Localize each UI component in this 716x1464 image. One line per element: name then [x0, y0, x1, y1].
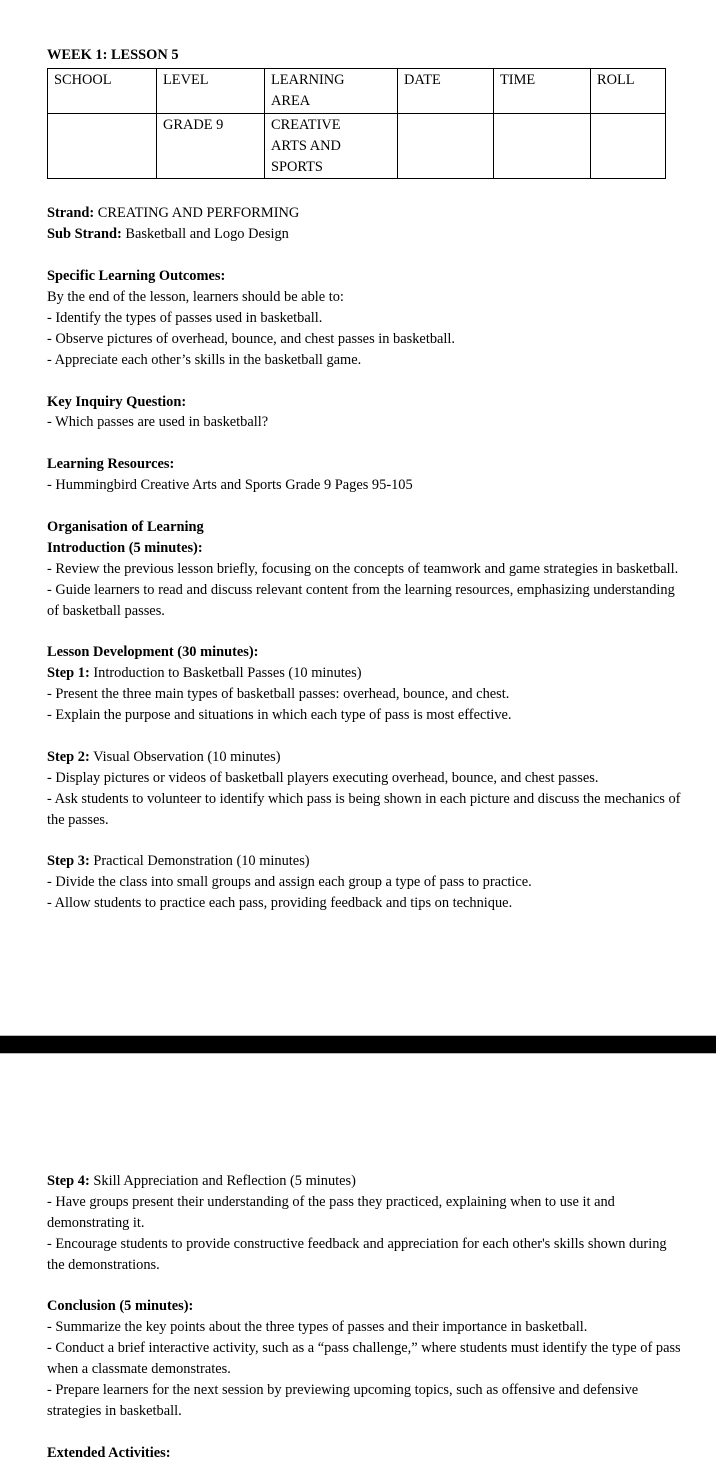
paragraph: - Encourage students to provide constructive feedback and appreciation for each other's skills shown during the demonstrations. — [47, 1235, 667, 1273]
table-data-cell: CREATIVE ARTS AND SPORTS — [265, 113, 398, 179]
page2-content — [47, 1171, 682, 1464]
paragraph — [47, 496, 682, 517]
paragraph: - Prepare learners for the next session by previewing upcoming topics, such as offensive and defensive strategies in basketball. — [47, 1382, 639, 1419]
paragraph — [47, 433, 682, 454]
paragraph: Specific Learning Outcomes: — [47, 268, 226, 285]
table-data-cell — [591, 113, 666, 179]
paragraph — [47, 1276, 682, 1297]
table-header-cell: SCHOOL — [48, 68, 157, 113]
paragraph: Key Inquiry Question: — [47, 393, 187, 410]
paragraph: By the end of the lesson, learners should be able to: — [47, 289, 344, 306]
table-header-cell: DATE — [398, 68, 494, 113]
paragraph: Extended Activities: — [47, 1444, 171, 1461]
paragraph: Strand: CREATING AND PERFORMING — [47, 205, 300, 222]
paragraph: - Observe pictures of overhead, bounce, and chest passes in basketball. — [47, 330, 455, 347]
paragraph: - Hummingbird Creative Arts and Sports Grade 9 Pages 95-105 — [47, 477, 413, 494]
paragraph: Step 2: Visual Observation (10 minutes) — [47, 748, 281, 765]
paragraph: - Allow students to practice each pass, providing feedback and tips on technique. — [47, 895, 513, 912]
paragraph: - Summarize the key points about the three types of passes and their importance in basketball. — [47, 1319, 588, 1336]
paragraph: Sub Strand: Basketball and Logo Design — [47, 226, 289, 243]
paragraph: Conclusion (5 minutes): — [47, 1298, 194, 1315]
table-data-row — [48, 113, 666, 179]
table-header-cell: LEVEL — [157, 68, 265, 113]
paragraph: - Have groups present their understanding of the pass they practiced, explaining when to use it and demonstrating it. — [47, 1193, 615, 1231]
paragraph — [47, 726, 682, 747]
table-header-row — [48, 68, 666, 113]
paragraph — [47, 245, 682, 266]
paragraph: - Explain the purpose and situations in which each type of pass is most effective. — [47, 707, 512, 724]
paragraph: - Ask students to volunteer to identify which pass is being shown in each picture and discuss the mechanics of the passes. — [47, 790, 681, 828]
paragraph: - Display pictures or videos of basketball players executing overhead, bounce, and chest passes. — [47, 769, 599, 786]
paragraph: - Guide learners to read and discuss relevant content from the learning resources, emphasizing understanding of basketball passes. — [47, 581, 675, 619]
paragraph: Lesson Development (30 minutes): — [47, 644, 259, 661]
paragraph: Organisation of Learning — [47, 518, 204, 535]
paragraph — [47, 1422, 682, 1443]
paragraph: Introduction (5 minutes): — [47, 539, 203, 556]
table-header-cell: LEARNING AREA — [265, 68, 398, 113]
paragraph — [47, 622, 682, 643]
paragraph: - Identify the types of passes used in basketball. — [47, 309, 323, 326]
paragraph: - Divide the class into small groups and assign each group a type of pass to practice. — [47, 874, 532, 891]
paragraph: - Which passes are used in basketball? — [47, 414, 269, 431]
page-break-band — [0, 1035, 716, 1054]
table-data-cell — [494, 113, 591, 179]
paragraph — [47, 371, 682, 392]
paragraph — [47, 831, 682, 852]
lesson-info-table — [47, 68, 666, 180]
page1-content — [47, 203, 682, 914]
table-data-cell: GRADE 9 — [157, 113, 265, 179]
page-title: WEEK 1: LESSON 5 — [47, 47, 179, 63]
paragraph: Step 3: Practical Demonstration (10 minutes) — [47, 853, 310, 870]
paragraph: Learning Resources: — [47, 456, 175, 473]
document-page-2 — [0, 1054, 716, 1464]
paragraph: - Present the three main types of basketball passes: overhead, bounce, and chest. — [47, 686, 510, 703]
paragraph: - Appreciate each other’s skills in the basketball game. — [47, 351, 362, 368]
paragraph: - Conduct a brief interactive activity, such as a “pass challenge,” where students must identify the type of pass when a classmate demonstrates. — [47, 1340, 681, 1378]
paragraph: Step 4: Skill Appreciation and Reflection (5 minutes) — [47, 1173, 356, 1189]
table-header-cell: ROLL — [591, 68, 666, 113]
paragraph: Step 1: Introduction to Basketball Passes (10 minutes) — [47, 665, 362, 682]
table-data-cell — [48, 113, 157, 179]
paragraph: - Review the previous lesson briefly, focusing on the concepts of teamwork and game strategies in basketball. — [47, 560, 679, 577]
table-header-cell: TIME — [494, 68, 591, 113]
table-data-cell — [398, 113, 494, 179]
